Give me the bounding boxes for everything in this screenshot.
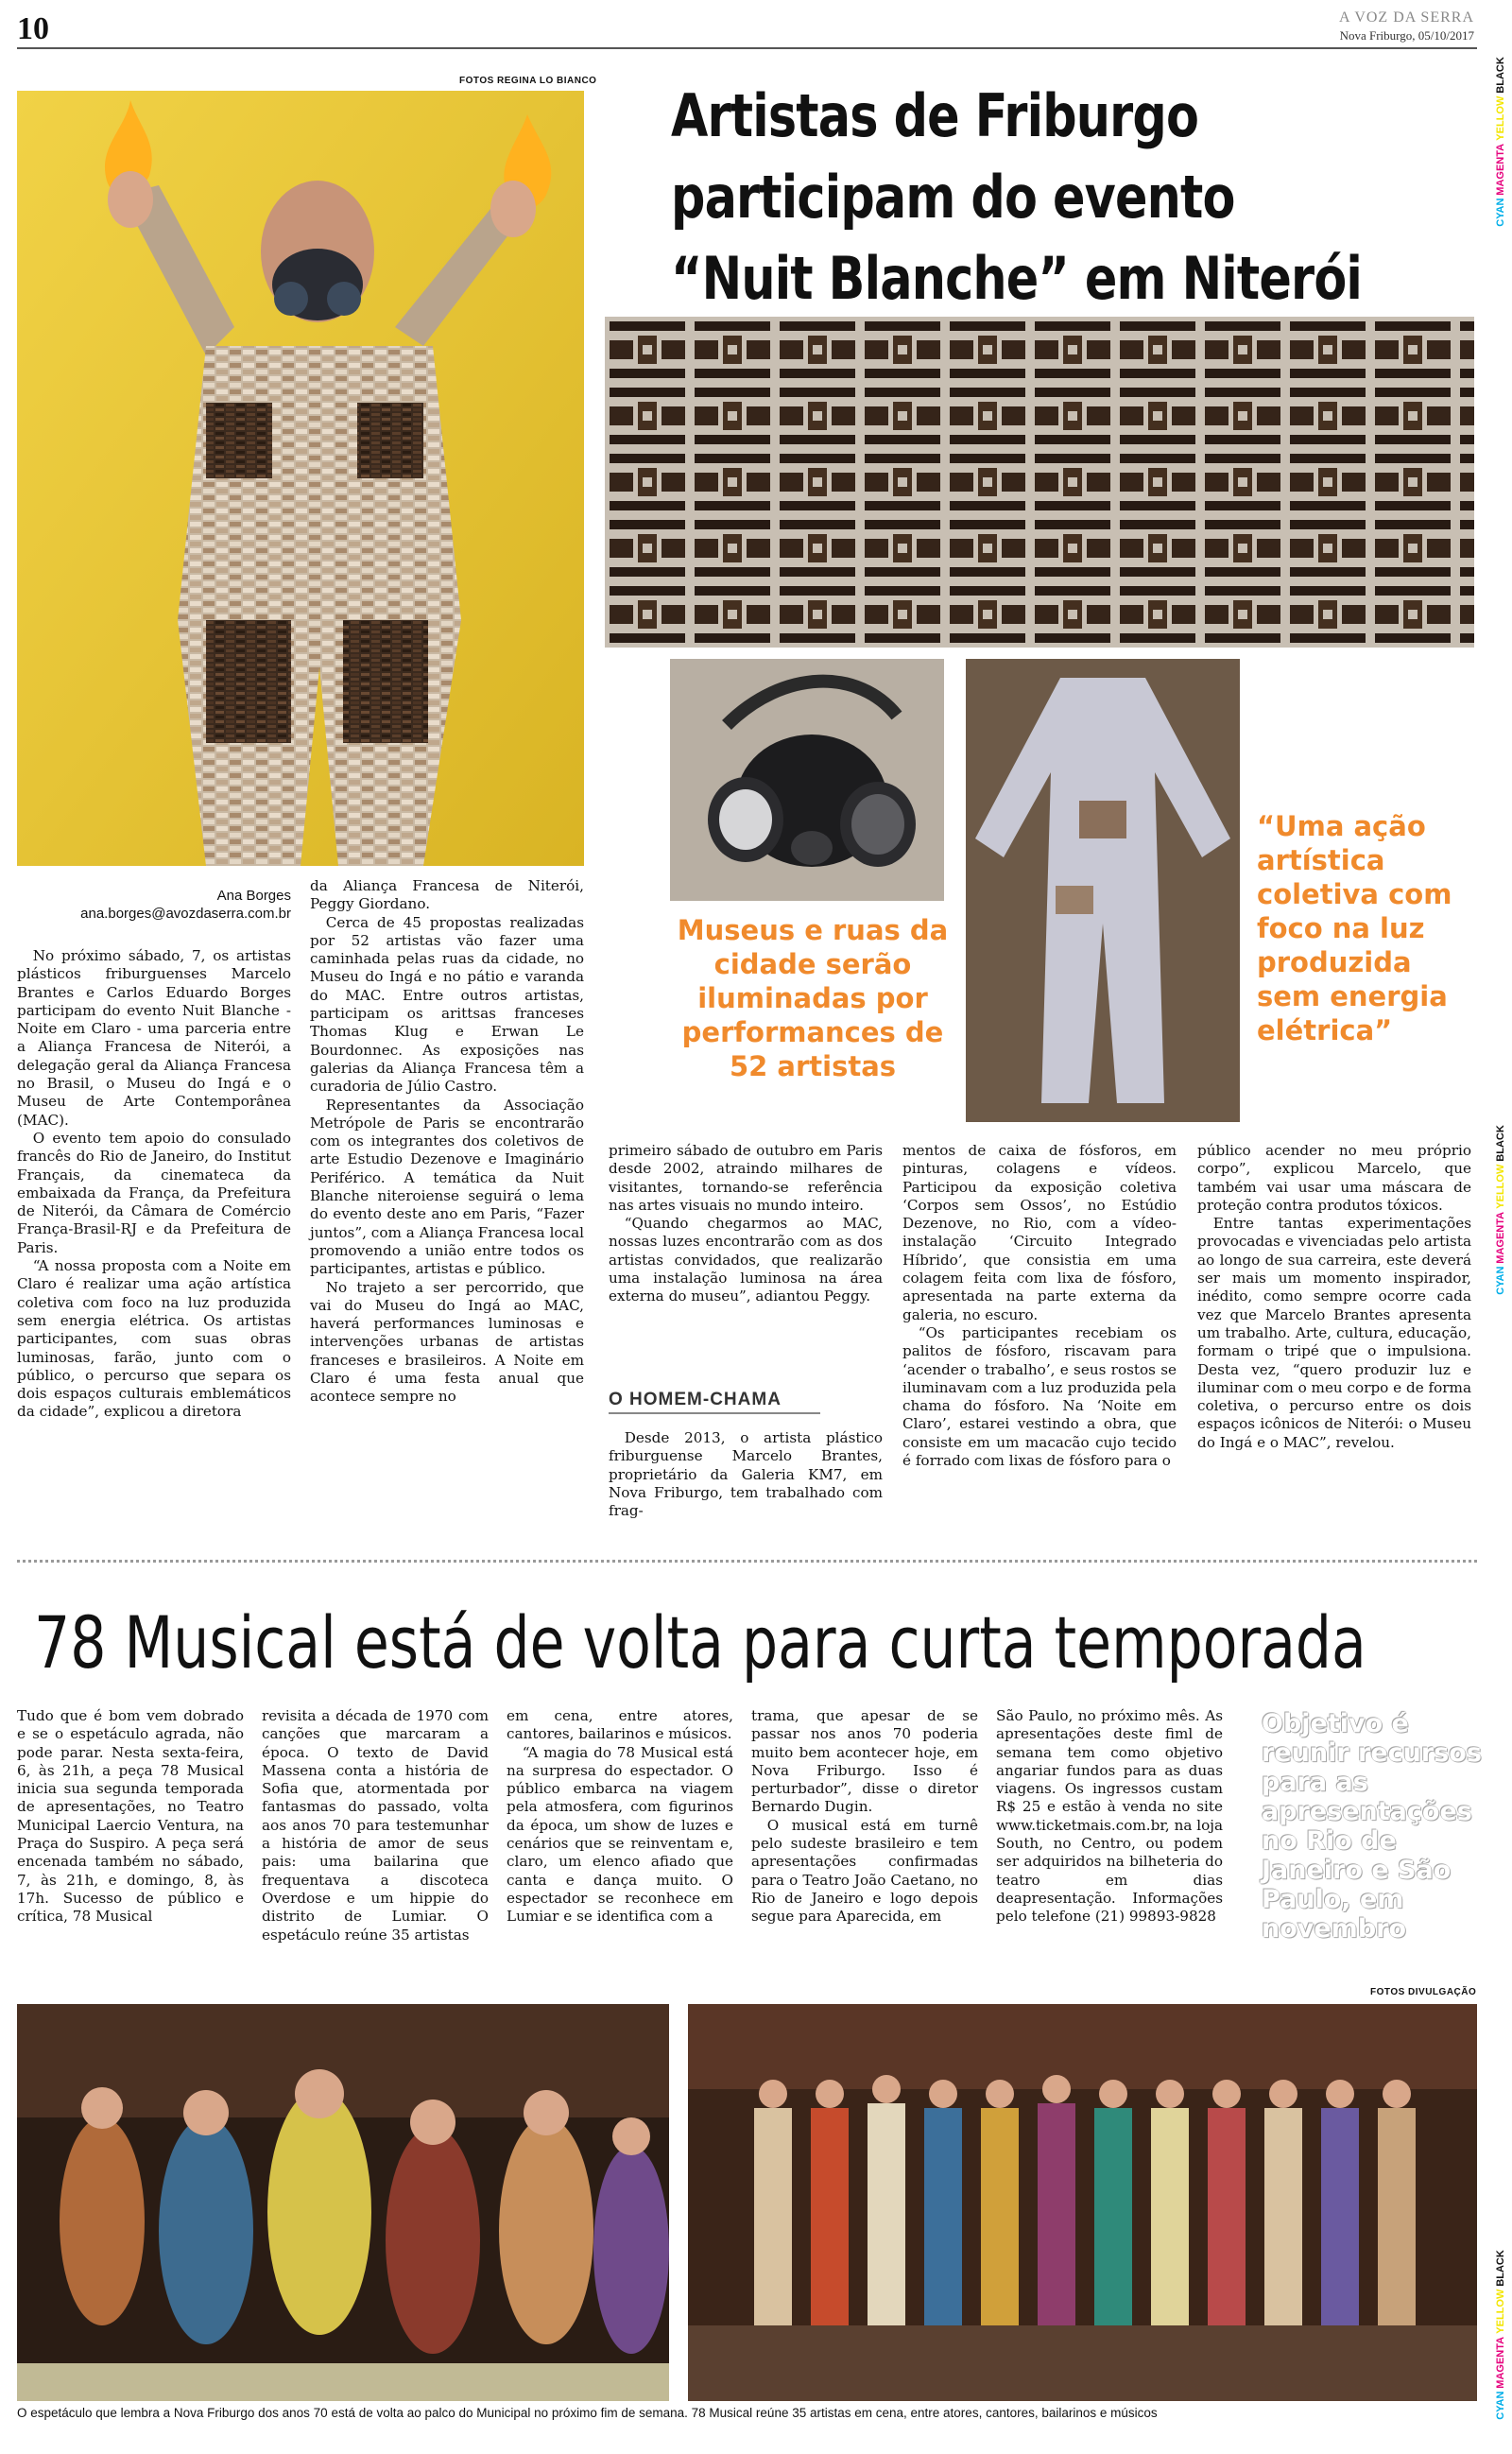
registration-marks-middle: CYAN MAGENTA YELLOW BLACK (1495, 1125, 1506, 1295)
paragraph: Representantes da Associação Metrópole de Paris se encontrarão com os integrantes dos coletivos de arte Estudio Dezenove e Imaginário Periférico. A temática da Nuit Blanche niteroiense seguirá o lema do evento deste ano em Paris, “Fazer juntos”, com a Aliança Francesa local promovendo a união entre todos os participantes, artistas e público. (310, 1096, 584, 1278)
article1-pullquote-2: “Uma ação artística coletiva com foco na luz produzida sem energia elétrica” (1257, 810, 1452, 1046)
article2-pullquote: Objetivo é reunir recursos para as apresentações no Rio de Janeiro e São Paulo, em novembro (1262, 1709, 1482, 1944)
article1-col-3b (609, 1429, 883, 1520)
section-divider (17, 1560, 1477, 1563)
photo-credit: FOTOS REGINA LO BIANCO (459, 76, 597, 86)
artist-photo (17, 91, 584, 866)
paragraph: No próximo sábado, 7, os artistas plásticos friburguenses Marcelo Brantes e Carlos Eduardo Borges participam do evento Nuit Blanche - Noite em Claro - uma parceria entre a Aliança Francesa de Niterói, a delegação geral da Aliança Francesa no Brasil, o Museu do Ingá e o Museu de Arte Contemporânea (MAC). (17, 947, 291, 1129)
paragraph: O musical está em turnê pelo sudeste brasileiro e tem apresentações confirmadas para o Teatro João Caetano, no Rio de Janeiro e logo depois segue para Aparecida, em (751, 1816, 978, 1926)
article1-subhead: O HOMEM-CHAMA (609, 1390, 820, 1414)
issue-date: Nova Friburgo, 05/10/2017 (1339, 28, 1474, 43)
paragraph: em cena, entre atores, cantores, bailarinos e músicos. (507, 1707, 733, 1743)
paragraph: revisita a década de 1970 com canções que marcaram a época. O texto de David Massena conta a história de Sofia que, atormentada por fantasmas do passado, volta aos anos 70 para testemunhar a história de amor de seus pais: uma bailarina que frequentava a discoteca Overdose e um hippie do distrito de Lumiar. O espetáculo reúne 35 artistas (262, 1707, 489, 1944)
article2-col-5 (996, 1707, 1223, 1927)
article2-col-1 (17, 1707, 244, 1927)
author-byline (17, 887, 291, 923)
article2-col-2 (262, 1707, 489, 1944)
page-number: 10 (17, 11, 49, 46)
headline-line-3: “Nuit Blanche” em Niterói (671, 244, 1363, 313)
article1-col-2 (310, 877, 584, 1407)
article2-col-4 (751, 1707, 978, 1927)
paragraph: Entre tantas experimentações provocadas e vivenciadas pelo artista ao longo de sua carreira, este deverá ser mais um momento inspirador, inédito, como sempre ocorre cada vez que Marcelo Brantes apresenta um trabalho. Arte, cultura, educação, formam o tripé que o impulsiona. Desta vez, “quero produzir luz e iluminar com o meu corpo e de forma coletiva, o percurso entre os dois espaços icônicos de Niterói: o Museu do Ingá e o MAC”, revelou. (1197, 1215, 1471, 1451)
article1-col-3 (609, 1142, 883, 1306)
stage-photo-left (17, 2004, 669, 2401)
photo-caption: O espetáculo que lembra a Nova Friburgo dos anos 70 está de volta ao palco do Municipal no próximo fim de semana. 78 Musical reúne 35 artistas em cena, entre atores, cantores, bailarinos e músicos (17, 2406, 1158, 2420)
paragraph: da Aliança Francesa de Niterói, Peggy Giordano. (310, 877, 584, 913)
article1-headline (671, 76, 1363, 320)
article2-headline: 78 Musical está de volta para curta temporada (34, 1600, 1366, 1685)
gas-mask-photo (670, 659, 944, 901)
paragraph: Cerca de 45 propostas realizadas por 52 artistas vão fazer uma caminhada pelas ruas da cidade, no Museu do Ingá e no pátio e varanda do MAC. Entre outros artistas, participam os arittsas franceses Thomas Klug e Erwan Le Bourdonnec. As exposições nas galerias da Aliança Francesa têm a curadoria de Júlio Castro. (310, 913, 584, 1096)
newspaper-brand: A VOZ DA SERRA (1338, 9, 1474, 26)
paragraph: O evento tem apoio do consulado francês do Rio de Janeiro, do Institut Français, da cinemateca da embaixada da França, da Prefeitura de Niterói, da Câmara de Comércio França-Brasil-RJ e da Prefeitura de Paris. (17, 1129, 291, 1256)
article1-col-4 (902, 1142, 1177, 1470)
paragraph: “A nossa proposta com a Noite em Claro é realizar uma ação artística coletiva com foco na luz produzida sem energia elétrica. Os artistas participantes, com suas obras luminosas, farão, junto com o público, o percurso que separa os dois espaços culturais emblemáticos da cidade”, explicou a diretora (17, 1257, 291, 1421)
paragraph: primeiro sábado de outubro em Paris desde 2002, atraindo milhares de visitantes, tornando-se referência nas artes visuais no mundo inteiro. (609, 1142, 883, 1214)
author-email[interactable]: ana.borges@avozdaserra.com.br (80, 906, 291, 922)
paragraph: “Quando chegarmos ao MAC, nossas luzes encontrarão com as dos artistas convidados, que realizarão uma instalação luminosa na área externa do museu”, adiantou Peggy. (609, 1215, 883, 1305)
paragraph: trama, que apesar de se passar nos anos 70 poderia muito bem acontecer hoje, em Nova Friburgo. Isso é perturbador”, disse o diretor Bernardo Dugin. (751, 1707, 978, 1816)
article1-col-5 (1197, 1142, 1471, 1452)
paragraph: “Os participantes recebiam os palitos de fósforo, riscavam para ‘acender o trabalho’, e seus rostos se iluminavam com a luz produzida pela chama do fósforo. Na ‘Noite em Claro’, estarei vestindo a obra, que consiste em um macacão cujo tecido é forrado com lixas de fósforo para o (902, 1323, 1177, 1470)
photo-credit-2: FOTOS DIVULGAÇÃO (1370, 1987, 1477, 1997)
paragraph: No trajeto a ser percorrido, que vai do Museu do Ingá ao MAC, haverá performances luminosas e intervenções urbanas de artistas franceses e brasileiros. A Noite em Claro é uma festa anual que acontece sempre no (310, 1278, 584, 1406)
jumpsuit-photo (966, 659, 1240, 1122)
article2-col-3 (507, 1707, 733, 1927)
header-rule (17, 47, 1477, 49)
paragraph: público acender no meu próprio corpo”, explicou Marcelo, que também vai usar uma máscara de proteção contra produtos tóxicos. (1197, 1142, 1471, 1214)
author-name: Ana Borges (216, 888, 291, 904)
headline-line-1: Artistas de Friburgo (671, 81, 1199, 150)
article1-pullquote-1: Museus e ruas da cidade serão iluminadas por performances de 52 artistas (677, 914, 949, 1082)
paragraph: “A magia do 78 Musical está na surpresa do espectador. O público embarca na viagem pela atmosfera, com figurinos da época, um show de luzes e cenários que se reinventam e, claro, um elenco afiado que canta e dança muito. O espectador se reconhece em Lumiar e se identifica com a (507, 1743, 733, 1926)
paragraph: Desde 2013, o artista plástico friburguense Marcelo Brantes, proprietário da Galeria KM7, em Nova Friburgo, tem trabalhado com frag- (609, 1429, 883, 1520)
registration-marks-bottom: CYAN MAGENTA YELLOW BLACK (1495, 2250, 1506, 2420)
tile-artwork-photo (605, 317, 1474, 648)
paragraph: Tudo que é bom vem dobrado e se o espetáculo agrada, não pode parar. Nesta sexta-feira, 6, às 21h, a peça 78 Musical inicia sua segunda temporada de apresentações, no Teatro Municipal Laercio Ventura, na Praça do Suspiro. A peça será encenada também no sábado, 7, às 21h, e domingo, 8, às 17h. Sucesso de público e crítica, 78 Musical (17, 1707, 244, 1926)
article1-col-1 (17, 947, 291, 1422)
paragraph: mentos de caixa de fósforos, em pinturas, colagens e vídeos. Participou da exposição coletiva ‘Corpos sem Ossos’, no Estúdio Dezenove, no Rio, com a vídeo-instalação ‘Circuito Integrado Híbrido’, que consistia em uma colagem feita com lixa de fósforo, apresentada na parte externa da galeria, no escuro. (902, 1142, 1177, 1323)
headline-line-2: participam do evento (671, 163, 1235, 232)
stage-photo-right (688, 2004, 1477, 2401)
paragraph: São Paulo, no próximo mês. As apresentações deste fiml de semana tem como objetivo angariar fundos para as duas viagens. Os ingressos custam R$ 25 e estão à venda no site www.ticketmais.com.br, na loja South, no Centro, ou podem ser adquiridos na bilheteria do teatro em dias deapresentação. Informações pelo telefone (21) 99893-9828 (996, 1707, 1223, 1926)
registration-marks-top: CYAN MAGENTA YELLOW BLACK (1495, 57, 1506, 227)
